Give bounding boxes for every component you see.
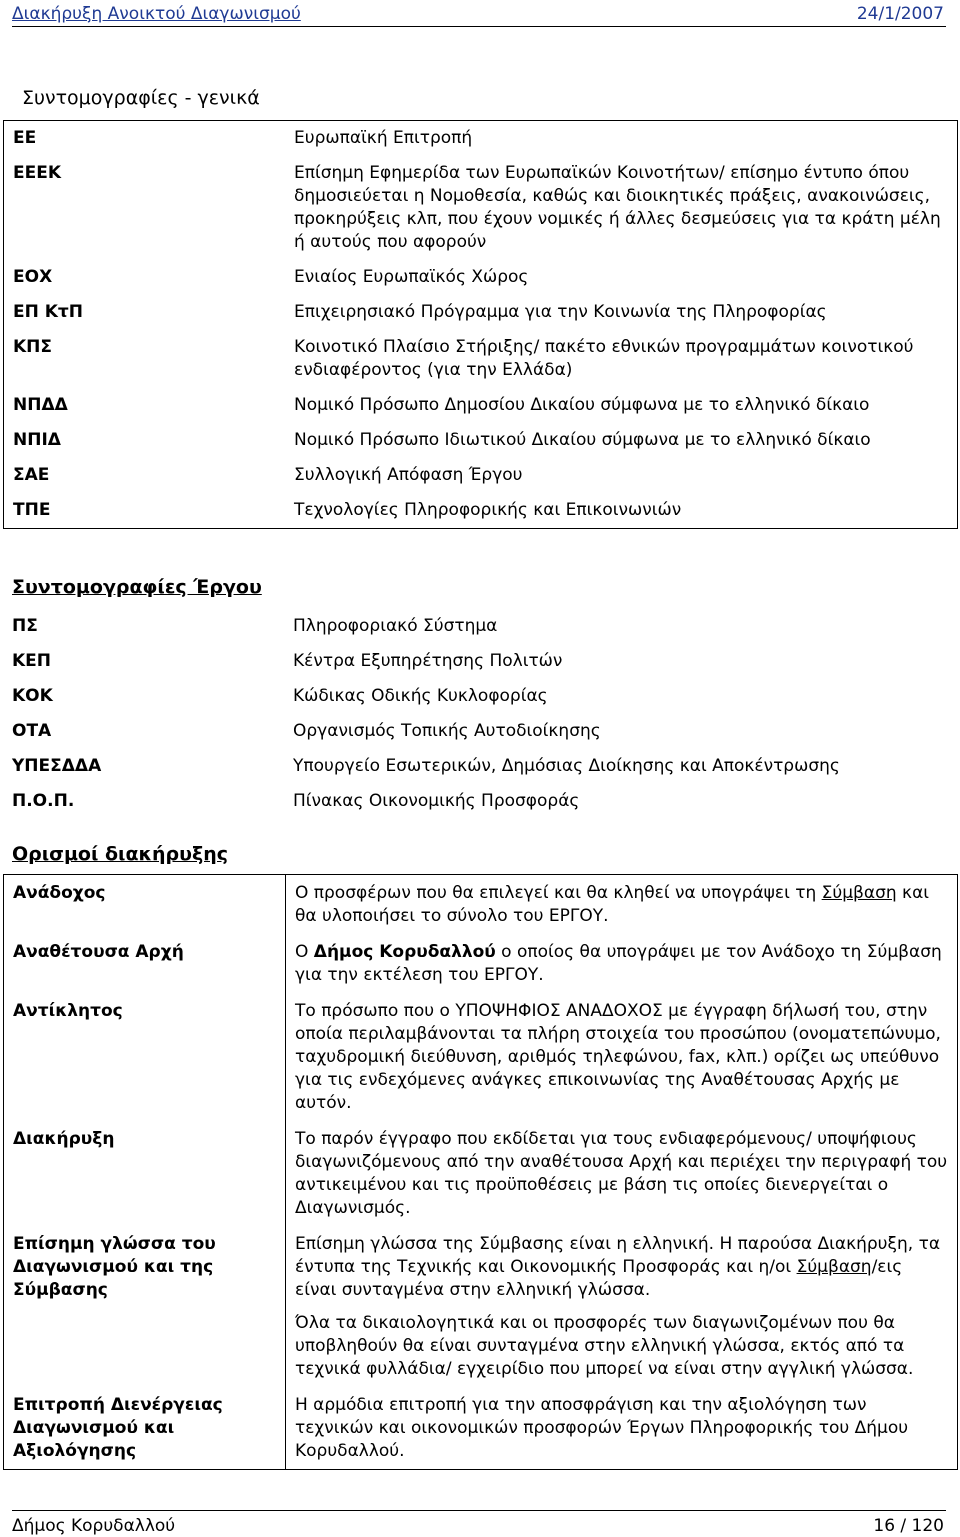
abbreviation-row bbox=[4, 295, 958, 330]
abbreviation: ΥΠΕΣΔΔΑ bbox=[12, 756, 102, 776]
abbreviation-description: Ενιαίος Ευρωπαϊκός Χώρος bbox=[294, 267, 529, 287]
definition-text bbox=[286, 875, 958, 935]
definition-term: Διακήρυξη bbox=[4, 1121, 286, 1226]
definition-term: Ανάδοχος bbox=[4, 875, 286, 935]
abbreviation-description: Συλλογική Απόφαση Έργου bbox=[294, 465, 523, 485]
abbreviation: ΕΠ ΚτΠ bbox=[13, 302, 84, 322]
definition-text bbox=[286, 934, 958, 993]
document-date: 24/1/2007 bbox=[856, 4, 944, 24]
definition-text-part: ο οποίος θα υπογράψει με τον Ανάδοχο τη Σύμβαση για την εκτέλεση του ΕΡΓΟΥ. bbox=[295, 942, 942, 985]
abbreviation-row bbox=[4, 493, 958, 529]
abbreviation-row bbox=[3, 714, 958, 749]
abbreviation-row bbox=[4, 458, 958, 493]
abbreviation-row bbox=[3, 644, 958, 679]
abbreviation: ΚΟΚ bbox=[12, 686, 53, 706]
definition-paragraph bbox=[295, 1233, 948, 1302]
abbreviation-row bbox=[4, 330, 958, 388]
definition-term: Επίσημη γλώσσα του Διαγωνισμού και της Σύμβασης bbox=[4, 1226, 286, 1387]
definition-term: Αναθέτουσα Αρχή bbox=[4, 934, 286, 993]
abbreviation-row bbox=[3, 679, 958, 714]
definition-text-part: Ο προσφέρων που θα επιλεγεί και θα κληθεί να υπογράψει τη bbox=[295, 883, 822, 903]
definition-row-authority bbox=[4, 934, 958, 993]
abbreviation: ΚΠΣ bbox=[13, 337, 53, 357]
abbreviation-row bbox=[3, 784, 958, 819]
abbreviation-description: Υπουργείο Εσωτερικών, Δημόσιας Διοίκησης και Αποκέντρωσης bbox=[293, 756, 840, 776]
abbreviation: Π.Ο.Π. bbox=[12, 791, 75, 811]
definition-paragraph: Όλα τα δικαιολογητικά και οι προσφορές των διαγωνιζομένων που θα υποβληθούν θα είναι συνταγμένα στην ελληνική γλώσσα, εκτός από τα τεχνικά φυλλάδια/ εγχειρίδιο που μπορεί να είναι στην αγγλική γλώσσα. bbox=[295, 1313, 914, 1379]
abbreviation-description: Κέντρα Εξυπηρέτησης Πολιτών bbox=[293, 651, 563, 671]
abbreviation-description: Επιχειρησιακό Πρόγραμμα για την Κοινωνία της Πληροφορίας bbox=[294, 302, 827, 322]
abbreviation: ΝΠΔΔ bbox=[13, 395, 68, 415]
definition-text: Το πρόσωπο που ο ΥΠΟΨΗΦΙΟΣ ΑΝΑΔΟΧΟΣ με έγγραφη δήλωσή του, στην οποία περιλαμβάνονται τα πλήρη στοιχεία του προσώπου (ονοματεπώνυμο, ταχυδρομική διεύθυνση, αριθμός τηλεφώνου, fax, κλπ.) ορίζει ως υπεύθυνο για τις ενδεχόμενες ανάγκες επικοινωνίας της Αναθέτουσας Αρχής με αυτόν. bbox=[286, 993, 958, 1121]
abbreviation: ΝΠΙΔ bbox=[13, 430, 61, 450]
abbreviation-description: Τεχνολογίες Πληροφορικής και Επικοινωνιών bbox=[294, 500, 682, 520]
footer-municipality: Δήμος Κορυδαλλού bbox=[12, 1516, 176, 1536]
abbreviation-row bbox=[4, 156, 958, 260]
abbreviation-row bbox=[4, 423, 958, 458]
abbreviation-description: Πληροφοριακό Σύστημα bbox=[293, 616, 498, 636]
abbreviation-description: Πίνακας Οικονομικής Προσφοράς bbox=[293, 791, 580, 811]
abbreviation-row bbox=[3, 749, 958, 784]
definition-text-part: /εις είναι συνταγμένα στην ελληνική γλώσσα. bbox=[295, 1257, 903, 1300]
abbreviation-description: Οργανισμός Τοπικής Αυτοδιοίκησης bbox=[293, 721, 601, 741]
project-abbreviations-table bbox=[3, 609, 958, 819]
definitions-heading: Ορισμοί διακήρυξης bbox=[12, 843, 228, 865]
abbreviation-row bbox=[4, 121, 958, 157]
definition-text-part: Επίσημη γλώσσα της Σύμβασης είναι η ελληνική. Η παρούσα Διακήρυξη, τα έντυπα της Τεχνικής και Οικονομικής Προσφοράς και η/οι bbox=[295, 1234, 941, 1277]
abbreviation-description: Ευρωπαϊκή Επιτροπή bbox=[294, 128, 473, 148]
abbreviation-description: Νομικό Πρόσωπο Δημοσίου Δικαίου σύμφωνα με το ελληνικό δίκαιο bbox=[294, 395, 870, 415]
definition-text bbox=[286, 1226, 958, 1387]
abbreviation: ΠΣ bbox=[12, 616, 38, 636]
abbreviation: ΣΑΕ bbox=[13, 465, 50, 485]
abbreviation-description: Κοινοτικό Πλαίσιο Στήριξης/ πακέτο εθνικών προγραμμάτων κοινοτικού ενδιαφέροντος (για την Ελλάδα) bbox=[294, 337, 914, 380]
abbreviation: ΕΟΧ bbox=[13, 267, 53, 287]
abbreviation-row bbox=[3, 609, 958, 644]
abbreviation: ΚΕΠ bbox=[12, 651, 52, 671]
definition-row-representative bbox=[4, 993, 958, 1121]
page-number: 16 / 120 bbox=[873, 1516, 944, 1536]
contract-link[interactable]: Σύμβαση bbox=[796, 1257, 872, 1277]
abbreviation-row bbox=[4, 388, 958, 423]
document-title[interactable]: Διακήρυξη Ανοικτού Διαγωνισμού bbox=[12, 4, 301, 24]
definition-text-part: Ο bbox=[295, 942, 314, 962]
abbreviation: ΕΕΕΚ bbox=[13, 163, 62, 183]
definitions-table bbox=[3, 874, 958, 1470]
definition-row-contractor bbox=[4, 875, 958, 935]
abbreviation-row bbox=[4, 260, 958, 295]
abbreviation-description: Νομικό Πρόσωπο Ιδιωτικού Δικαίου σύμφωνα με το ελληνικό δίκαιο bbox=[294, 430, 871, 450]
definition-row-declaration bbox=[4, 1121, 958, 1226]
abbreviation: ΕΕ bbox=[13, 128, 37, 148]
definition-row-committee bbox=[4, 1387, 958, 1470]
page-header bbox=[12, 0, 946, 27]
abbreviation-description: Επίσημη Εφημερίδα των Ευρωπαϊκών Κοινοτήτων/ επίσημο έντυπο όπου δημοσιεύεται η Νομοθεσία, καθώς και διοικητικές πράξεις, ανακοινώσεις, προκηρύξεις κλπ, που έχουν νομικές ή άλλες δεσμεύσεις για τα κράτη μέλη ή αυτούς που αφορούν bbox=[294, 163, 941, 252]
definition-text: Η αρμόδια επιτροπή για την αποσφράγιση και την αξιολόγηση των τεχνικών και οικονομικών προσφορών Έργων Πληροφορικής του Δήμου Κορυδαλλού. bbox=[286, 1387, 958, 1470]
general-abbreviations-heading: Συντομογραφίες - γενικά bbox=[22, 87, 260, 109]
contract-link[interactable]: Σύμβαση bbox=[821, 883, 897, 903]
definition-term: Επιτροπή Διενέργειας Διαγωνισμού και Αξιολόγησης bbox=[4, 1387, 286, 1470]
abbreviation-description: Κώδικας Οδικής Κυκλοφορίας bbox=[293, 686, 548, 706]
general-abbreviations-table bbox=[3, 120, 958, 529]
abbreviation: ΟΤΑ bbox=[12, 721, 52, 741]
definition-text: Το παρόν έγγραφο που εκδίδεται για τους ενδιαφερόμενους/ υποψήφιους διαγωνιζόμενους από την αναθέτουσα Αρχή και περιέχει την περιγραφή του αντικειμένου και τις προϋποθέσεις με βάση τις οποίες διενεργείται ο Διαγωνισμός. bbox=[286, 1121, 958, 1226]
abbreviation: ΤΠΕ bbox=[13, 500, 51, 520]
page-footer bbox=[12, 1510, 946, 1537]
municipality-name: Δήμος Κορυδαλλού bbox=[313, 942, 496, 962]
definition-text-part: και θα υλοποιήσει το σύνολο του ΕΡΓΟΥ. bbox=[295, 883, 930, 926]
project-abbreviations-heading: Συντομογραφίες Έργου bbox=[12, 576, 262, 598]
definition-row-language bbox=[4, 1226, 958, 1387]
definition-term: Αντίκλητος bbox=[4, 993, 286, 1121]
